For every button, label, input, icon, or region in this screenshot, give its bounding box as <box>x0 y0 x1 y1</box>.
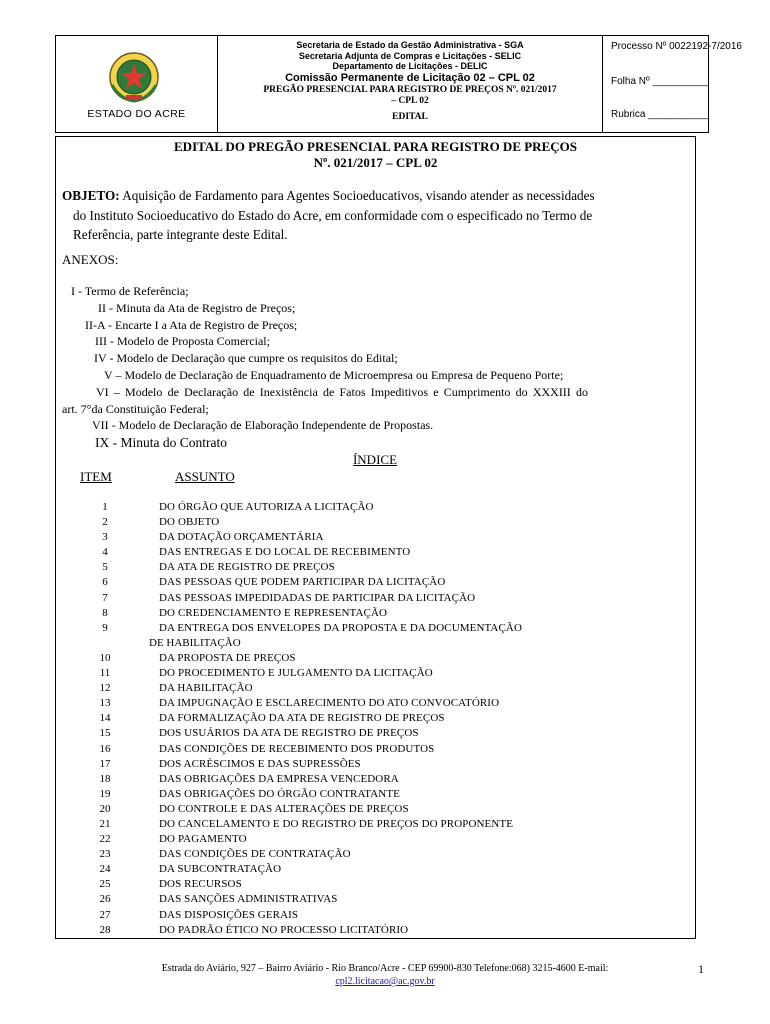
index-row <box>80 666 700 681</box>
folha-field: Folha Nº __________ <box>611 76 709 87</box>
objeto-label: OBJETO: <box>62 188 120 203</box>
index-item-number: 22 <box>99 833 111 846</box>
header-edital: EDITAL <box>392 111 428 122</box>
index-item-subject: DOS ACRÉSCIMOS E DAS SUPRESSÕES <box>159 757 361 770</box>
index-item-number: 8 <box>102 606 108 619</box>
objeto-line-2: do Instituto Socioeducativo do Estado do Acre, em conformidade com o especificado no Termo de <box>73 207 593 223</box>
anexo-item: II - Minuta da Ata de Registro de Preços; <box>98 300 296 315</box>
index-item-number: 18 <box>99 772 111 785</box>
index-item-number: 3 <box>102 531 108 544</box>
index-row <box>80 742 700 757</box>
index-row <box>80 515 700 530</box>
page-title <box>55 139 696 170</box>
index-item-subject: DA ATA DE REGISTRO DE PREÇOS <box>159 561 335 574</box>
index-row <box>80 651 700 666</box>
index-item-number: 10 <box>99 651 111 664</box>
index-row <box>80 545 700 560</box>
index-item-number: 23 <box>99 848 111 861</box>
index-row <box>80 757 700 772</box>
index-row <box>80 591 700 606</box>
objeto-paragraph <box>62 186 690 245</box>
index-item-subject: DAS DISPOSIÇÕES GERAIS <box>159 908 299 921</box>
footer-email-link[interactable]: cpl2.licitacao@ac.gov.br <box>335 976 435 987</box>
index-row <box>80 681 700 696</box>
header-center <box>218 36 603 132</box>
index-item-subject: DAS OBRIGAÇÕES DA EMPRESA VENCEDORA <box>159 772 399 785</box>
anexo-item: IV - Modelo de Declaração que cumpre os requisitos do Edital; <box>94 351 398 366</box>
index-item-subject: DO CREDENCIAMENTO E REPRESENTAÇÃO <box>159 606 388 619</box>
index-item-number: 28 <box>99 923 111 936</box>
index-item-number: 7 <box>102 591 108 604</box>
index-item-number: 13 <box>99 697 111 710</box>
footer-address: Estrada do Aviário, 927 – Bairro Aviário - Rio Branco/Acre - CEP 69900-830 Telefone:068) 3215-4600 E-mail: <box>161 963 609 974</box>
index-item-subject: DO PAGAMENTO <box>159 833 247 846</box>
index-item-subject: DO CONTROLE E DAS ALTERAÇÕES DE PREÇOS <box>159 802 409 815</box>
index-item-subject: DAS PESSOAS IMPEDIDADAS DE PARTICIPAR DA LICITAÇÃO <box>159 591 476 604</box>
index-item-subject: DAS SANÇÕES ADMINISTRATIVAS <box>159 893 338 906</box>
index-item-subject: DOS RECURSOS <box>159 878 242 891</box>
index-row <box>80 621 700 636</box>
rubrica-field: Rubrica ___________ <box>611 109 710 120</box>
index-item-number: 21 <box>99 817 111 830</box>
index-item-subject: DA HABILITAÇÃO <box>159 682 253 695</box>
processo-number: Processo Nº 0022192-7/2016 <box>611 41 742 52</box>
anexo-item: V – Modelo de Declaração de Enquadramento de Microempresa ou Empresa de Pequeno Porte; <box>104 367 564 382</box>
index-item-number: 4 <box>102 546 108 559</box>
index-item-subject: DA DOTAÇÃO ORÇAMENTÁRIA <box>159 531 324 544</box>
index-item-subject: DA IMPUGNAÇÃO E ESCLARECIMENTO DO ATO CONVOCATÓRIO <box>159 697 500 710</box>
index-item-subject: DAS ENTREGAS E DO LOCAL DE RECEBIMENTO <box>159 546 411 559</box>
index-item-subject: DAS OBRIGAÇÕES DO ÓRGÃO CONTRATANTE <box>159 787 400 800</box>
index-item-subject: DAS CONDIÇÕES DE RECEBIMENTO DOS PRODUTOS <box>159 742 435 755</box>
index-item-number: 5 <box>102 561 108 574</box>
indice-heading: ÍNDICE <box>352 452 398 467</box>
index-item-subject: DAS CONDIÇÕES DE CONTRATAÇÃO <box>159 848 351 861</box>
index-item-subject: DO OBJETO <box>159 516 220 529</box>
index-item-number: 1 <box>102 501 108 513</box>
index-item-subject: DA PROPOSTA DE PREÇOS <box>159 651 296 664</box>
index-row <box>80 817 700 832</box>
index-item-number: 17 <box>99 757 111 770</box>
index-row <box>80 908 700 923</box>
index-item-subject: DA ENTREGA DOS ENVELOPES DA PROPOSTA E DA DOCUMENTAÇÃO <box>159 621 523 634</box>
title-line-2: Nº. 021/2017 – CPL 02 <box>313 154 438 170</box>
index-item-number: 26 <box>99 893 111 906</box>
anexo-item: II-A - Encarte I a Ata de Registro de Preços; <box>85 317 298 332</box>
header-pregao-line2: – CPL 02 <box>391 95 429 106</box>
column-header-item: ITEM <box>80 469 112 484</box>
index-item-number: 9 <box>102 621 108 634</box>
index-row <box>80 787 700 802</box>
index-row <box>80 832 700 847</box>
index-item-number: 6 <box>102 576 108 589</box>
index-row <box>80 877 700 892</box>
index-item-number: 19 <box>99 787 111 800</box>
index-item-subject-continuation: DE HABILITAÇÃO <box>149 636 241 649</box>
index-row <box>80 530 700 545</box>
anexo-item: VII - Modelo de Declaração de Elaboração Independente de Propostas. <box>92 418 434 433</box>
state-label: ESTADO DO ACRE <box>87 108 186 120</box>
index-row-continuation <box>80 636 700 651</box>
anexos-heading: ANEXOS: <box>62 252 119 267</box>
index-list <box>80 500 700 938</box>
seal-cell <box>56 36 218 132</box>
header-line-selic: Secretaria Adjunta de Compras e Licitações - SELIC <box>298 50 522 61</box>
anexo-item: art. 7°da Constituição Federal; <box>62 401 209 416</box>
header-line-delic: Departamento de Licitações - DELIC <box>332 61 488 71</box>
index-row <box>80 847 700 862</box>
index-row <box>80 500 700 515</box>
index-item-number: 12 <box>99 682 111 695</box>
page-footer <box>0 962 770 988</box>
index-row <box>80 606 700 621</box>
index-row <box>80 772 700 787</box>
header-commission: Comissão Permanente de Licitação 02 – CPL 02 <box>285 71 535 84</box>
anexo-item: IX - Minuta do Contrato <box>95 435 227 451</box>
state-seal-icon <box>106 49 162 105</box>
index-item-number: 11 <box>99 667 111 680</box>
index-item-subject: DO PADRÃO ÉTICO NO PROCESSO LICITATÓRIO <box>159 923 409 936</box>
column-header-assunto: ASSUNTO <box>175 469 235 484</box>
index-row <box>80 862 700 877</box>
header-right <box>603 36 742 132</box>
index-item-subject: DA SUBCONTRATAÇÃO <box>159 863 282 876</box>
index-item-subject: DO PROCEDIMENTO E JULGAMENTO DA LICITAÇÃO <box>159 667 433 680</box>
index-item-number: 27 <box>99 908 111 921</box>
objeto-line-3: Referência, parte integrante deste Edital. <box>73 227 288 242</box>
header-pregao-line1: PREGÃO PRESENCIAL PARA REGISTRO DE PREÇOS Nº. 021/2017 <box>263 84 557 95</box>
index-item-subject: DO ÓRGÃO QUE AUTORIZA A LICITAÇÃO <box>159 501 374 513</box>
header-line-sga: Secretaria de Estado da Gestão Administrativa - SGA <box>296 40 524 50</box>
page-number: 1 <box>698 962 704 976</box>
index-row <box>80 923 700 938</box>
anexo-item: I - Termo de Referência; <box>71 284 189 298</box>
index-item-number: 20 <box>99 802 111 815</box>
index-item-number: 25 <box>99 878 111 891</box>
title-line-1: EDITAL DO PREGÃO PRESENCIAL PARA REGISTRO DE PREÇOS <box>174 139 577 154</box>
index-item-subject: DO CANCELAMENTO E DO REGISTRO DE PREÇOS DO PROPONENTE <box>159 817 514 830</box>
index-row <box>80 802 700 817</box>
anexo-item: III - Modelo de Proposta Comercial; <box>95 334 270 349</box>
index-item-number: 15 <box>99 727 111 740</box>
index-item-subject: DA FORMALIZAÇÃO DA ATA DE REGISTRO DE PREÇOS <box>159 712 445 725</box>
index-row <box>80 711 700 726</box>
index-item-subject: DOS USUÁRIOS DA ATA DE REGISTRO DE PREÇOS <box>159 727 419 740</box>
index-row <box>80 575 700 590</box>
anexo-item: VI – Modelo de Declaração de Inexistência de Fatos Impeditivos e Cumprimento do XXXIII do <box>96 384 589 399</box>
index-row <box>80 696 700 711</box>
document-header <box>55 35 742 133</box>
anexos-list <box>35 283 690 452</box>
index-item-number: 24 <box>99 863 111 876</box>
index-item-number: 14 <box>99 712 111 725</box>
objeto-line-1: Aquisição de Fardamento para Agentes Socioeducativos, visando atender as necessidades <box>119 188 595 203</box>
index-item-number: 16 <box>99 742 111 755</box>
index-row <box>80 892 700 907</box>
index-row <box>80 726 700 741</box>
index-item-number: 2 <box>102 516 108 529</box>
index-row <box>80 560 700 575</box>
index-item-subject: DAS PESSOAS QUE PODEM PARTICIPAR DA LICITAÇÃO <box>159 576 446 589</box>
